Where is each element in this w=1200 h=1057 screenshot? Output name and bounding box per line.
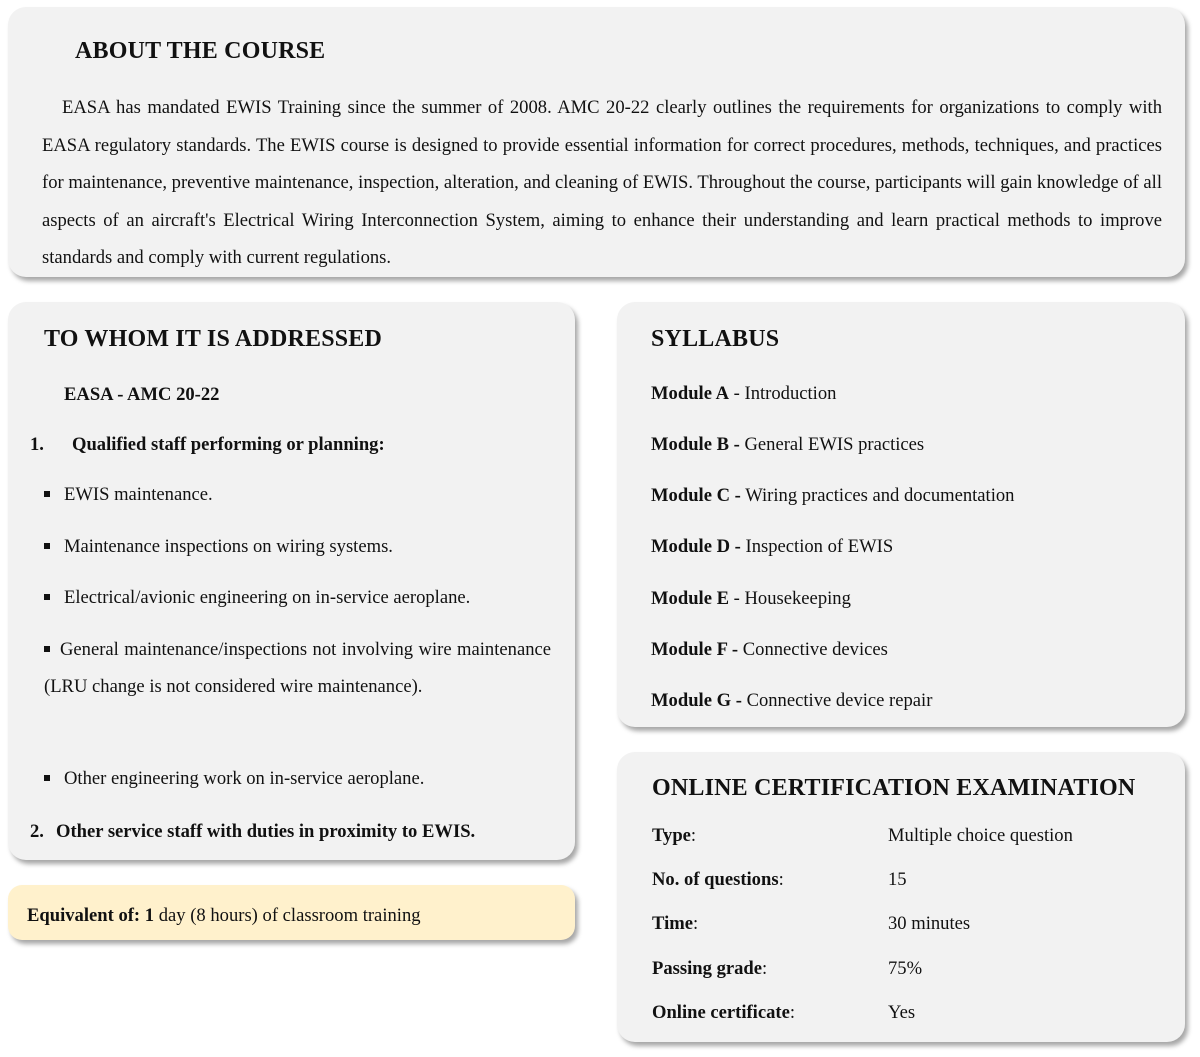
group-label: Other service staff with duties in proximity to EWIS. [56,821,476,842]
group-number: 2. [30,821,44,842]
module-name: Module D - [651,536,741,557]
list-item-text: Electrical/avionic engineering on in-service aeroplane. [64,587,471,608]
square-bullet-icon [44,775,50,781]
module-separator: - [729,588,745,609]
module-name: Module G - [651,690,742,711]
exam-label: Passing grade [652,958,763,979]
syllabus-module [651,639,888,661]
module-name: Module B - [651,434,740,455]
list-item [44,528,551,565]
exam-title: ONLINE CERTIFICATION EXAMINATION [652,775,1136,801]
exam-value: Yes [888,1002,916,1023]
module-topic: Wiring practices and documentation [745,485,1015,506]
equivalent-label: Equivalent of: [27,905,141,926]
list-item [44,760,551,797]
module-topic: Connective devices [742,639,888,660]
equivalent-training-banner [8,885,575,940]
exam-value: 75% [888,958,923,979]
module-name: Module A [651,383,729,404]
exam-label: Online certificate [652,1002,790,1023]
module-topic: Inspection of EWIS [745,536,894,557]
equivalent-description: day (8 hours) of classroom training [158,905,421,926]
exam-label: No. of questions [652,869,779,890]
module-separator: - [729,383,745,404]
syllabus-module [651,588,851,610]
list-item [44,631,551,705]
audience-group-1 [30,434,385,456]
module-name: Module C - [651,485,741,506]
about-course-card [8,7,1185,277]
square-bullet-icon [44,646,50,652]
group-label: Qualified staff performing or planning: [72,434,385,455]
exam-value: 15 [888,869,907,890]
list-item-text: EWIS maintenance. [64,484,213,505]
syllabus-module [651,485,1014,507]
audience-group-2 [30,821,475,843]
list-item [44,579,551,616]
list-item-text: General maintenance/inspections not involving wire maintenance (LRU change is not considered wire maintenance). [44,639,551,697]
syllabus-title: SYLLABUS [651,326,780,352]
square-bullet-icon [44,543,50,549]
exam-value: Multiple choice question [888,825,1073,846]
equivalent-days: 1 [144,905,155,926]
exam-card: ONLINE CERTIFICATION EXAMINATION Type: Multiple choice question No. of questions: 15 Time: 30 minutes Passing grade: 75% Online certificate: Yes [617,752,1185,1042]
audience-title: TO WHOM IT IS ADDRESSED [44,326,383,352]
exam-label: Type [652,825,691,846]
exam-label: Time [652,913,693,934]
list-item [44,476,551,513]
group-number: 1. [30,434,44,455]
equivalent-text [27,905,421,927]
syllabus-card [617,302,1185,727]
module-topic: Connective device repair [746,690,933,711]
module-topic: Introduction [744,383,837,404]
syllabus-module [651,434,924,456]
square-bullet-icon [44,491,50,497]
syllabus-module [651,383,836,405]
module-topic: Housekeeping [744,588,851,609]
syllabus-module [651,536,893,558]
list-item-text: Maintenance inspections on wiring systems. [64,536,393,557]
module-topic: General EWIS practices [744,434,925,455]
module-name: Module E [651,588,729,609]
list-item-text: Other engineering work on in-service aeroplane. [64,768,425,789]
about-course-title: ABOUT THE COURSE [75,38,326,64]
module-name: Module F - [651,639,739,660]
audience-card [8,302,575,860]
syllabus-module [651,690,932,712]
audience-subtitle: EASA - AMC 20-22 [64,384,220,405]
square-bullet-icon [44,594,50,600]
about-course-body: EASA has mandated EWIS Training since the summer of 2008. AMC 20-22 clearly outlines the requirements for organizations to comply with EASA regulatory standards. The EWIS course is designed to provide essential information for correct procedures, methods, techniques, and practices for maintenance, preventive maintenance, inspection, alteration, and cleaning of EWIS. Throughout the course, participants will gain knowledge of all aspects of an aircraft's Electrical Wiring Interconnection System, aiming to enhance their understanding and learn practical methods to improve standards and comply with current regulations. [42,97,1162,268]
exam-value: 30 minutes [888,913,971,934]
